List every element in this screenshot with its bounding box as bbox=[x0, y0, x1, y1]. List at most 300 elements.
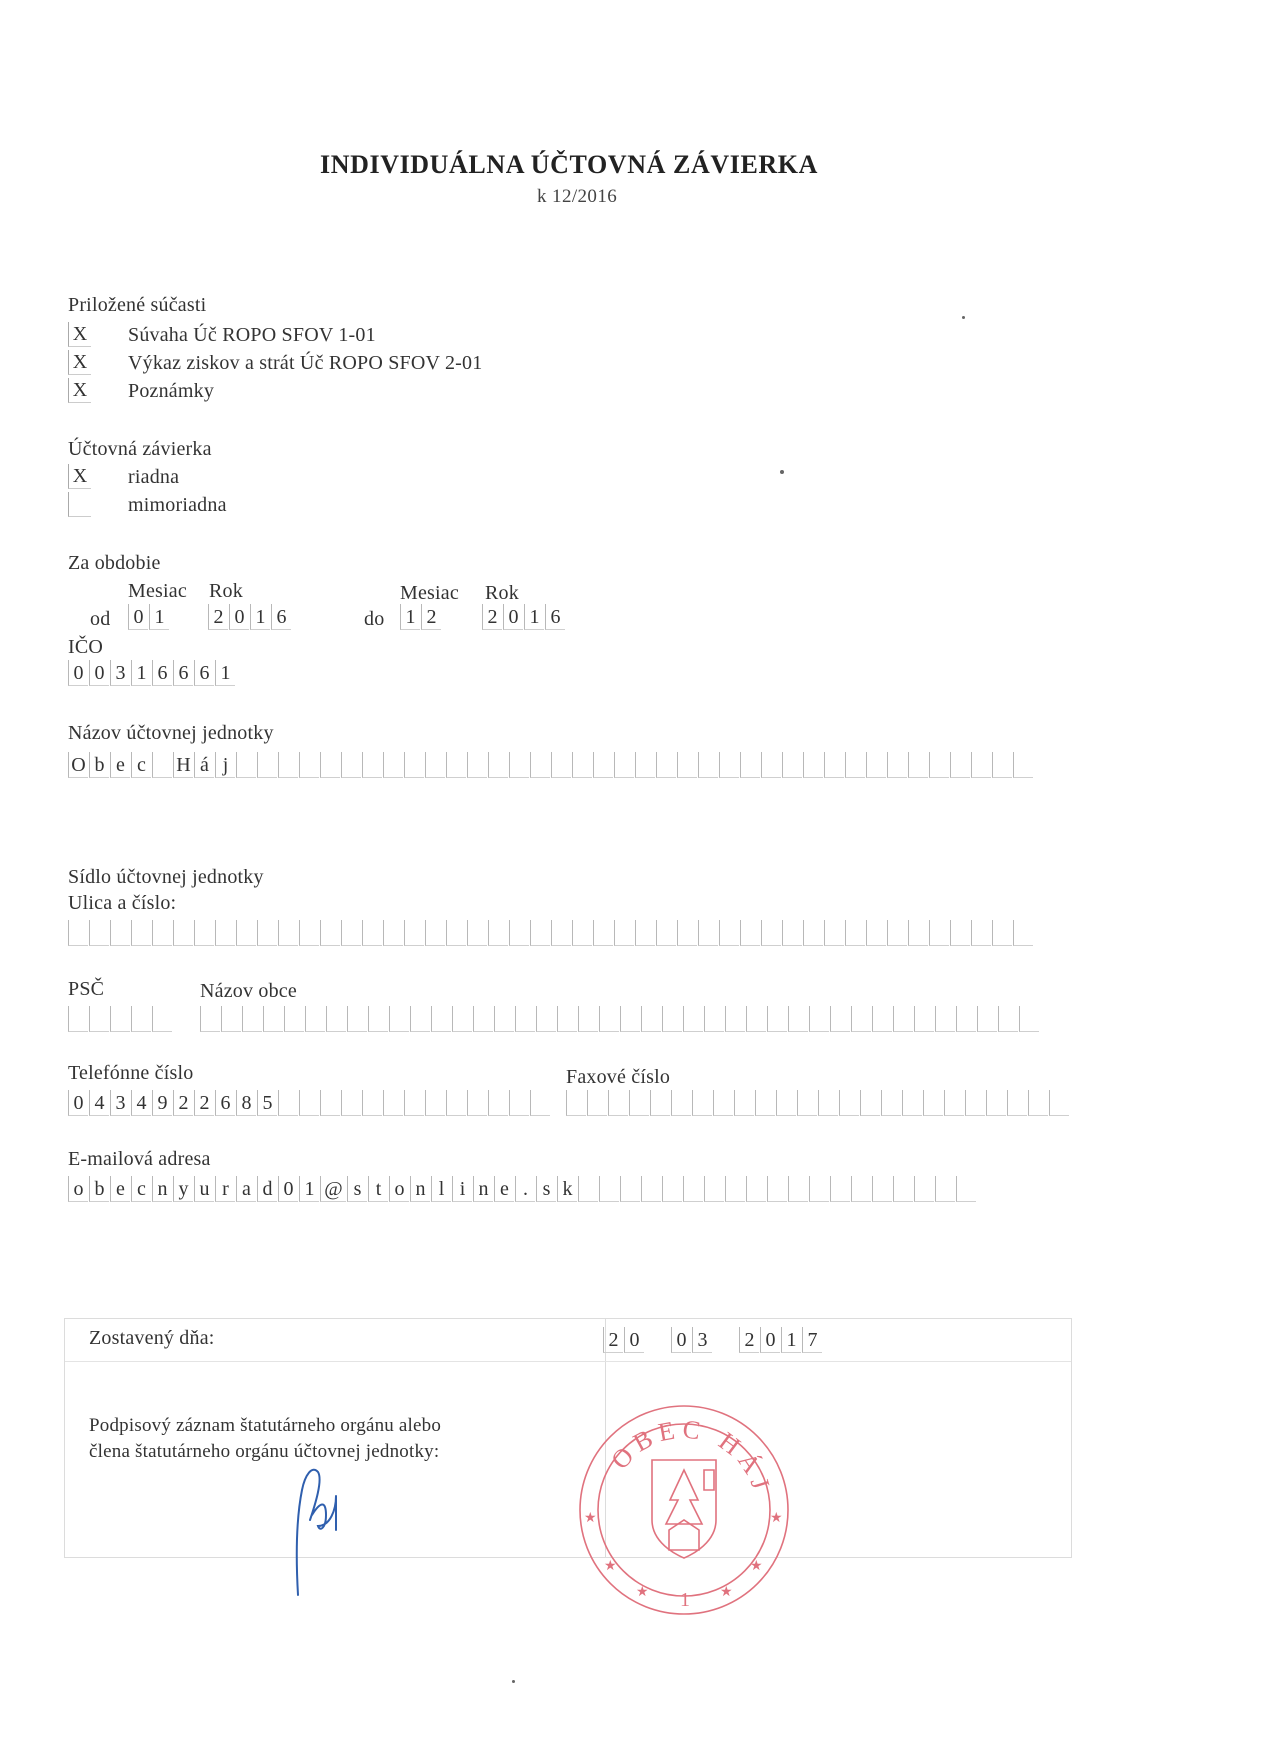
entity-name-empty-cell bbox=[278, 752, 298, 778]
email-field[interactable] bbox=[68, 1176, 977, 1204]
entity-name-char: j bbox=[215, 752, 235, 778]
period-from-year-field[interactable] bbox=[208, 604, 292, 632]
city-cell bbox=[683, 1006, 703, 1032]
street-cell bbox=[803, 920, 823, 946]
period-to-month-field[interactable] bbox=[400, 604, 442, 632]
phone-digit: 8 bbox=[236, 1090, 256, 1116]
city-cell bbox=[914, 1006, 934, 1032]
closing-regular-label: riadna bbox=[128, 466, 180, 488]
street-label: Ulica a číslo: bbox=[68, 892, 177, 914]
street-cell bbox=[68, 920, 88, 946]
email-char: o bbox=[68, 1176, 88, 1202]
period-to-month-digit: 2 bbox=[421, 604, 441, 630]
ico-digit: 6 bbox=[194, 660, 214, 686]
zip-field[interactable] bbox=[68, 1006, 173, 1034]
ico-digit: 6 bbox=[152, 660, 172, 686]
zip-cell bbox=[131, 1006, 151, 1032]
street-cell bbox=[362, 920, 382, 946]
compiled-month-digit: 3 bbox=[692, 1327, 712, 1353]
city-field[interactable] bbox=[200, 1006, 1040, 1034]
document-title: INDIVIDUÁLNA ÚČTOVNÁ ZÁVIERKA bbox=[320, 150, 818, 179]
email-char: a bbox=[236, 1176, 256, 1202]
city-cell bbox=[956, 1006, 976, 1032]
fax-cell bbox=[860, 1090, 880, 1116]
email-char: s bbox=[536, 1176, 556, 1202]
period-to-year-label: Rok bbox=[485, 582, 519, 604]
city-cell bbox=[263, 1006, 283, 1032]
entity-name-empty-cell bbox=[383, 752, 403, 778]
entity-name-empty-cell bbox=[425, 752, 445, 778]
attachment-label-3: Poznámky bbox=[128, 380, 215, 402]
fax-cell bbox=[1028, 1090, 1048, 1116]
phone-digit: 9 bbox=[152, 1090, 172, 1116]
phone-empty-cell bbox=[341, 1090, 361, 1116]
city-cell bbox=[767, 1006, 787, 1032]
city-cell bbox=[536, 1006, 556, 1032]
attachment-checkbox-3[interactable]: X bbox=[68, 378, 91, 403]
city-cell bbox=[704, 1006, 724, 1032]
handwritten-signature bbox=[290, 1460, 380, 1600]
city-cell bbox=[788, 1006, 808, 1032]
fax-cell bbox=[881, 1090, 901, 1116]
city-cell bbox=[599, 1006, 619, 1032]
city-cell bbox=[1019, 1006, 1039, 1032]
zip-label: PSČ bbox=[68, 978, 105, 1000]
city-cell bbox=[893, 1006, 913, 1032]
street-cell bbox=[635, 920, 655, 946]
fax-cell bbox=[1049, 1090, 1069, 1116]
city-cell bbox=[347, 1006, 367, 1032]
attachment-checkbox-2[interactable]: X bbox=[68, 350, 91, 375]
fax-cell bbox=[629, 1090, 649, 1116]
city-cell bbox=[221, 1006, 241, 1032]
city-cell bbox=[977, 1006, 997, 1032]
street-cell bbox=[593, 920, 613, 946]
city-cell bbox=[662, 1006, 682, 1032]
phone-digit: 0 bbox=[68, 1090, 88, 1116]
street-cell bbox=[89, 920, 109, 946]
email-empty-cell bbox=[620, 1176, 640, 1202]
street-cell bbox=[131, 920, 151, 946]
email-empty-cell bbox=[578, 1176, 598, 1202]
street-cell bbox=[299, 920, 319, 946]
email-empty-cell bbox=[599, 1176, 619, 1202]
period-from-month-field[interactable] bbox=[128, 604, 170, 632]
phone-digit: 5 bbox=[257, 1090, 277, 1116]
street-cell bbox=[992, 920, 1012, 946]
phone-digit: 4 bbox=[89, 1090, 109, 1116]
compiled-month-digit: 0 bbox=[671, 1327, 691, 1353]
street-cell bbox=[194, 920, 214, 946]
street-cell bbox=[908, 920, 928, 946]
email-char: 1 bbox=[299, 1176, 319, 1202]
entity-name-empty-cell bbox=[341, 752, 361, 778]
city-cell bbox=[725, 1006, 745, 1032]
entity-name-empty-cell bbox=[614, 752, 634, 778]
street-cell bbox=[950, 920, 970, 946]
entity-name-empty-cells[interactable] bbox=[236, 752, 1034, 780]
fax-cell bbox=[734, 1090, 754, 1116]
fax-cell bbox=[566, 1090, 586, 1116]
compiled-year-digit: 2 bbox=[739, 1327, 759, 1353]
fax-cell bbox=[755, 1090, 775, 1116]
entity-name-empty-cell bbox=[257, 752, 277, 778]
email-empty-cell bbox=[872, 1176, 892, 1202]
entity-name-char: H bbox=[173, 752, 193, 778]
city-cell bbox=[830, 1006, 850, 1032]
street-cell bbox=[152, 920, 172, 946]
compiled-day-digit: 2 bbox=[603, 1327, 623, 1353]
street-cell bbox=[509, 920, 529, 946]
email-char: n bbox=[152, 1176, 172, 1202]
street-cell bbox=[887, 920, 907, 946]
period-from-month-digit: 1 bbox=[149, 604, 169, 630]
phone-empty-cell bbox=[530, 1090, 550, 1116]
entity-name-empty-cell bbox=[572, 752, 592, 778]
fax-cell bbox=[671, 1090, 691, 1116]
compiled-year-digit: 7 bbox=[802, 1327, 822, 1353]
city-label: Názov obce bbox=[200, 980, 297, 1002]
email-empty-cell bbox=[746, 1176, 766, 1202]
ico-digit: 1 bbox=[131, 660, 151, 686]
compiled-day-field[interactable] bbox=[603, 1327, 645, 1355]
entity-name-empty-cell bbox=[509, 752, 529, 778]
entity-name-empty-cell bbox=[551, 752, 571, 778]
scan-speck bbox=[780, 470, 784, 474]
city-cell bbox=[620, 1006, 640, 1032]
compiled-year-field[interactable] bbox=[739, 1327, 823, 1355]
street-cell bbox=[404, 920, 424, 946]
street-cell bbox=[341, 920, 361, 946]
phone-empty-cell bbox=[446, 1090, 466, 1116]
entity-name-empty-cell bbox=[236, 752, 256, 778]
city-cell bbox=[557, 1006, 577, 1032]
closing-regular-checkbox[interactable]: X bbox=[68, 464, 91, 489]
ico-digit: 0 bbox=[89, 660, 109, 686]
period-to-month-label: Mesiac bbox=[400, 582, 459, 604]
entity-name-empty-cell bbox=[971, 752, 991, 778]
entity-name-empty-cell bbox=[782, 752, 802, 778]
scan-speck bbox=[962, 316, 965, 319]
zip-cell bbox=[152, 1006, 172, 1032]
city-cell bbox=[641, 1006, 661, 1032]
email-empty-cell bbox=[809, 1176, 829, 1202]
street-cell bbox=[320, 920, 340, 946]
entity-name-empty-cell bbox=[950, 752, 970, 778]
entity-name-empty-cell bbox=[656, 752, 676, 778]
fax-cell bbox=[608, 1090, 628, 1116]
phone-empty-cells[interactable] bbox=[278, 1090, 551, 1118]
phone-empty-cell bbox=[362, 1090, 382, 1116]
email-empty-cell bbox=[851, 1176, 871, 1202]
phone-digit: 2 bbox=[194, 1090, 214, 1116]
email-char: u bbox=[194, 1176, 214, 1202]
fax-cell bbox=[923, 1090, 943, 1116]
street-cell bbox=[1013, 920, 1033, 946]
ico-field[interactable] bbox=[68, 660, 236, 688]
period-from-year-digit: 6 bbox=[271, 604, 291, 630]
period-from-year-digit: 2 bbox=[208, 604, 228, 630]
street-cell bbox=[278, 920, 298, 946]
phone-digit: 6 bbox=[215, 1090, 235, 1116]
phone-empty-cell bbox=[425, 1090, 445, 1116]
email-empty-cell bbox=[935, 1176, 955, 1202]
document-subtitle: k 12/2016 bbox=[537, 186, 618, 207]
email-char: o bbox=[389, 1176, 409, 1202]
entity-name-empty-cell bbox=[719, 752, 739, 778]
street-cell bbox=[740, 920, 760, 946]
fax-cell bbox=[965, 1090, 985, 1116]
entity-name-char bbox=[152, 752, 172, 778]
street-cell bbox=[677, 920, 697, 946]
fax-cell bbox=[587, 1090, 607, 1116]
fax-cell bbox=[818, 1090, 838, 1116]
period-from-label: od bbox=[90, 608, 111, 630]
fax-cell bbox=[839, 1090, 859, 1116]
entity-name-field[interactable] bbox=[68, 752, 236, 780]
email-char: e bbox=[494, 1176, 514, 1202]
period-to-year-digit: 1 bbox=[524, 604, 544, 630]
email-empty-cell bbox=[662, 1176, 682, 1202]
ico-digit: 0 bbox=[68, 660, 88, 686]
entity-name-empty-cell bbox=[467, 752, 487, 778]
city-cell bbox=[242, 1006, 262, 1032]
entity-name-empty-cell bbox=[803, 752, 823, 778]
city-cell bbox=[473, 1006, 493, 1032]
city-cell bbox=[809, 1006, 829, 1032]
phone-empty-cell bbox=[383, 1090, 403, 1116]
email-char: r bbox=[215, 1176, 235, 1202]
compiled-day-digit: 0 bbox=[624, 1327, 644, 1353]
street-cell bbox=[215, 920, 235, 946]
seat-label: Sídlo účtovnej jednotky bbox=[68, 866, 264, 888]
street-field[interactable] bbox=[68, 920, 1034, 948]
city-cell bbox=[746, 1006, 766, 1032]
street-cell bbox=[383, 920, 403, 946]
scan-speck bbox=[512, 1680, 515, 1683]
entity-name-empty-cell bbox=[488, 752, 508, 778]
city-cell bbox=[368, 1006, 388, 1032]
stamp-star-icon: ★ bbox=[636, 1584, 649, 1600]
email-char: i bbox=[452, 1176, 472, 1202]
period-from-year-digit: 0 bbox=[229, 604, 249, 630]
email-char: n bbox=[473, 1176, 493, 1202]
entity-name-empty-cell bbox=[677, 752, 697, 778]
zip-cell bbox=[89, 1006, 109, 1032]
closing-extraordinary-label: mimoriadna bbox=[128, 494, 227, 516]
entity-name-label: Názov účtovnej jednotky bbox=[68, 722, 274, 744]
entity-name-empty-cell bbox=[320, 752, 340, 778]
street-cell bbox=[110, 920, 130, 946]
ico-digit: 3 bbox=[110, 660, 130, 686]
stamp-star-icon: ★ bbox=[720, 1584, 733, 1600]
fax-cell bbox=[902, 1090, 922, 1116]
city-cell bbox=[998, 1006, 1018, 1032]
city-cell bbox=[578, 1006, 598, 1032]
entity-name-empty-cell bbox=[530, 752, 550, 778]
email-empty-cell bbox=[767, 1176, 787, 1202]
fax-cell bbox=[776, 1090, 796, 1116]
fax-cell bbox=[692, 1090, 712, 1116]
fax-field[interactable] bbox=[566, 1090, 1070, 1118]
period-from-month-digit: 0 bbox=[128, 604, 148, 630]
email-char: k bbox=[557, 1176, 577, 1202]
period-label: Za obdobie bbox=[68, 552, 161, 574]
city-cell bbox=[515, 1006, 535, 1032]
city-cell bbox=[389, 1006, 409, 1032]
email-char: n bbox=[410, 1176, 430, 1202]
email-char: y bbox=[173, 1176, 193, 1202]
compiled-month-field[interactable] bbox=[671, 1327, 713, 1355]
entity-name-empty-cell bbox=[593, 752, 613, 778]
fax-cell bbox=[797, 1090, 817, 1116]
email-char: 0 bbox=[278, 1176, 298, 1202]
phone-empty-cell bbox=[488, 1090, 508, 1116]
entity-name-char: á bbox=[194, 752, 214, 778]
period-from-year-label: Rok bbox=[209, 580, 243, 602]
city-cell bbox=[431, 1006, 451, 1032]
entity-name-empty-cell bbox=[992, 752, 1012, 778]
street-cell bbox=[530, 920, 550, 946]
stamp-star-icon: ★ bbox=[770, 1510, 783, 1526]
entity-name-empty-cell bbox=[761, 752, 781, 778]
entity-name-char: e bbox=[110, 752, 130, 778]
entity-name-empty-cell bbox=[824, 752, 844, 778]
phone-digit: 3 bbox=[110, 1090, 130, 1116]
fax-cell bbox=[713, 1090, 733, 1116]
period-from-month-label: Mesiac bbox=[128, 580, 187, 602]
city-cell bbox=[326, 1006, 346, 1032]
street-cell bbox=[845, 920, 865, 946]
street-cell bbox=[782, 920, 802, 946]
phone-digit: 4 bbox=[131, 1090, 151, 1116]
entity-name-empty-cell bbox=[908, 752, 928, 778]
street-cell bbox=[929, 920, 949, 946]
entity-name-empty-cell bbox=[698, 752, 718, 778]
phone-digit: 2 bbox=[173, 1090, 193, 1116]
email-char: @ bbox=[320, 1176, 346, 1202]
email-empty-cell bbox=[683, 1176, 703, 1202]
ico-digit: 1 bbox=[215, 660, 235, 686]
entity-name-empty-cell bbox=[866, 752, 886, 778]
fax-label: Faxové číslo bbox=[566, 1066, 671, 1088]
email-empty-cell bbox=[914, 1176, 934, 1202]
zip-cell bbox=[68, 1006, 88, 1032]
entity-name-empty-cell bbox=[635, 752, 655, 778]
phone-empty-cell bbox=[299, 1090, 319, 1116]
street-cell bbox=[467, 920, 487, 946]
signature-label-line-1: Podpisový záznam štatutárneho orgánu alebo bbox=[89, 1415, 442, 1436]
street-cell bbox=[866, 920, 886, 946]
stamp-star-icon: ★ bbox=[584, 1510, 597, 1526]
city-cell bbox=[410, 1006, 430, 1032]
closing-extraordinary-checkbox[interactable] bbox=[68, 492, 91, 517]
street-cell bbox=[488, 920, 508, 946]
period-to-year-digit: 0 bbox=[503, 604, 523, 630]
entity-name-char: c bbox=[131, 752, 151, 778]
street-cell bbox=[656, 920, 676, 946]
fax-cell bbox=[1007, 1090, 1027, 1116]
closing-label: Účtovná závierka bbox=[68, 438, 212, 460]
phone-empty-cell bbox=[404, 1090, 424, 1116]
street-cell bbox=[761, 920, 781, 946]
email-char: d bbox=[257, 1176, 277, 1202]
attachments-label: Priložené súčasti bbox=[68, 294, 207, 316]
entity-name-empty-cell bbox=[1013, 752, 1033, 778]
signature-section-rule bbox=[65, 1361, 1071, 1362]
entity-name-empty-cell bbox=[299, 752, 319, 778]
signature-section bbox=[64, 1318, 1072, 1558]
official-stamp bbox=[574, 1400, 794, 1620]
compiled-date-label: Zostavený dňa: bbox=[89, 1327, 215, 1349]
phone-empty-cell bbox=[467, 1090, 487, 1116]
attachment-label-1: Súvaha Úč ROPO SFOV 1-01 bbox=[128, 324, 376, 346]
city-cell bbox=[935, 1006, 955, 1032]
street-cell bbox=[698, 920, 718, 946]
email-empty-cell bbox=[641, 1176, 661, 1202]
phone-empty-cell bbox=[509, 1090, 529, 1116]
city-cell bbox=[872, 1006, 892, 1032]
stamp-number: 1 bbox=[680, 1589, 690, 1611]
fax-cell bbox=[650, 1090, 670, 1116]
email-empty-cell bbox=[704, 1176, 724, 1202]
compiled-year-digit: 1 bbox=[781, 1327, 801, 1353]
compiled-year-digit: 0 bbox=[760, 1327, 780, 1353]
stamp-star-icon: ★ bbox=[750, 1558, 763, 1574]
street-cell bbox=[572, 920, 592, 946]
period-to-year-field[interactable] bbox=[482, 604, 566, 632]
email-char: . bbox=[515, 1176, 535, 1202]
street-cell bbox=[824, 920, 844, 946]
street-cell bbox=[236, 920, 256, 946]
email-char: b bbox=[89, 1176, 109, 1202]
period-to-year-digit: 2 bbox=[482, 604, 502, 630]
attachment-checkbox-1[interactable]: X bbox=[68, 322, 91, 347]
city-cell bbox=[452, 1006, 472, 1032]
street-cell bbox=[719, 920, 739, 946]
street-cell bbox=[173, 920, 193, 946]
email-empty-cell bbox=[725, 1176, 745, 1202]
entity-name-empty-cell bbox=[362, 752, 382, 778]
entity-name-empty-cell bbox=[845, 752, 865, 778]
fax-cell bbox=[944, 1090, 964, 1116]
signature-label-line-2: člena štatutárneho orgánu účtovnej jednotky: bbox=[89, 1441, 440, 1462]
email-label: E-mailová adresa bbox=[68, 1148, 211, 1170]
entity-name-char: b bbox=[89, 752, 109, 778]
street-cell bbox=[551, 920, 571, 946]
phone-empty-cell bbox=[320, 1090, 340, 1116]
phone-field[interactable] bbox=[68, 1090, 278, 1118]
street-cell bbox=[971, 920, 991, 946]
email-char: e bbox=[110, 1176, 130, 1202]
period-to-year-digit: 6 bbox=[545, 604, 565, 630]
ico-digit: 6 bbox=[173, 660, 193, 686]
phone-label: Telefónne číslo bbox=[68, 1062, 194, 1084]
city-cell bbox=[200, 1006, 220, 1032]
street-cell bbox=[446, 920, 466, 946]
ico-label: IČO bbox=[68, 636, 104, 658]
period-to-label: do bbox=[364, 608, 385, 630]
attachment-label-2: Výkaz ziskov a strát Úč ROPO SFOV 2-01 bbox=[128, 352, 483, 374]
entity-name-empty-cell bbox=[929, 752, 949, 778]
email-char: c bbox=[131, 1176, 151, 1202]
period-to-month-digit: 1 bbox=[400, 604, 420, 630]
stamp-star-icon: ★ bbox=[604, 1558, 617, 1574]
city-cell bbox=[284, 1006, 304, 1032]
fax-cell bbox=[986, 1090, 1006, 1116]
email-char: s bbox=[347, 1176, 367, 1202]
email-empty-cell bbox=[830, 1176, 850, 1202]
